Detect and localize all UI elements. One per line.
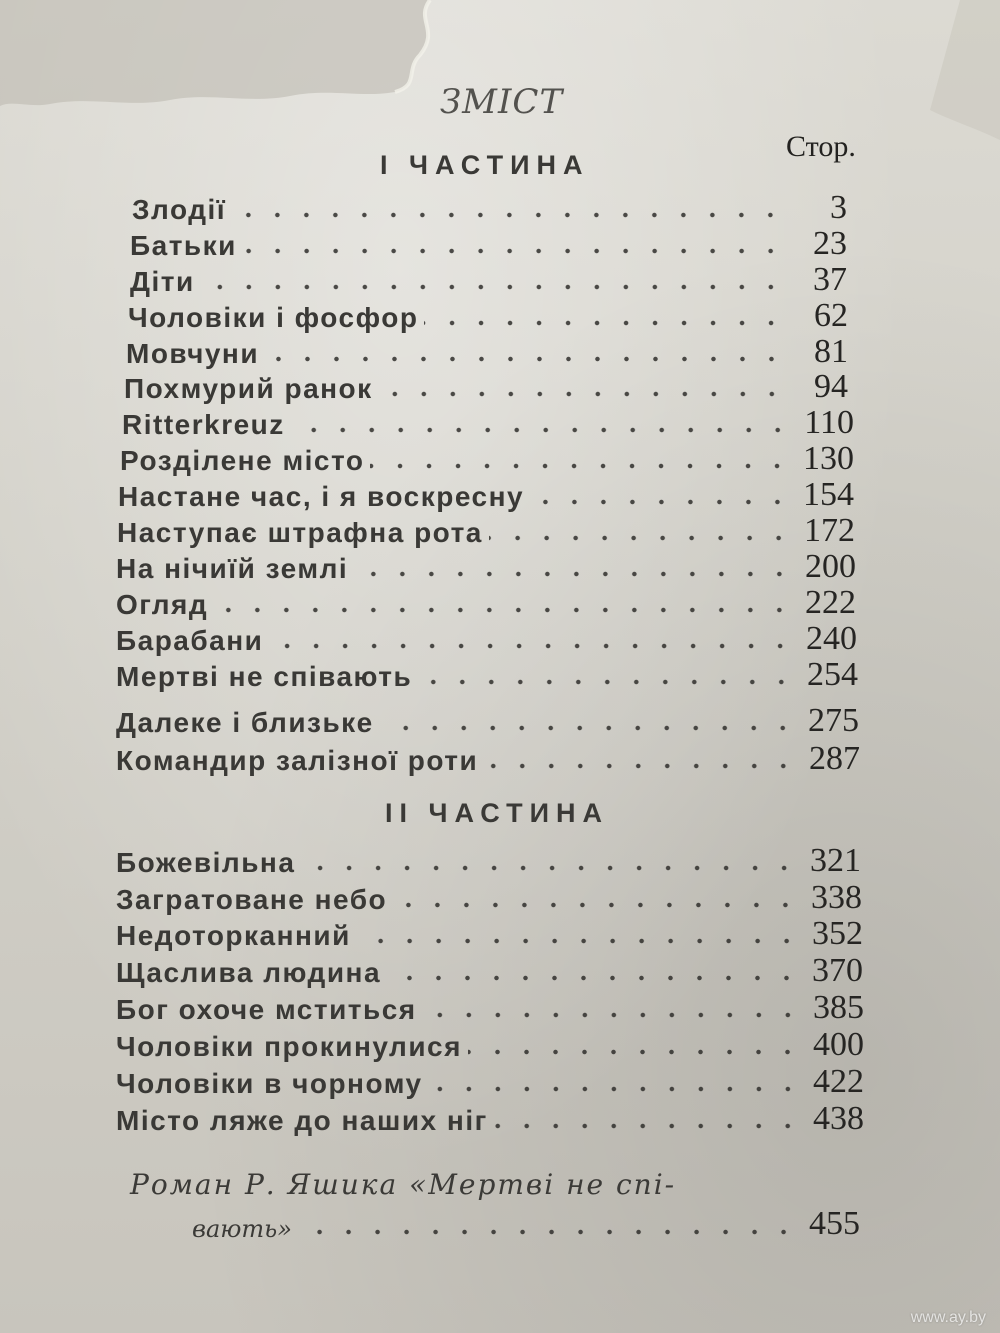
- toc-entry-page: 62: [814, 297, 848, 334]
- leader-dots: [387, 973, 801, 983]
- toc-entry-page: 338: [811, 879, 862, 916]
- afterword-line2: [130, 1205, 860, 1243]
- toc-entry: [126, 334, 848, 370]
- toc-entry: [116, 843, 861, 879]
- leader-dots: [357, 936, 801, 946]
- toc-entry: [116, 1027, 864, 1063]
- toc-entry-title: Далеке і близьке: [116, 707, 374, 738]
- leader-dots: [429, 1084, 802, 1094]
- toc-entry: [124, 369, 848, 405]
- toc-entry: [116, 741, 860, 777]
- leader-dots: [214, 605, 794, 615]
- toc-entry-page: 287: [809, 740, 860, 777]
- toc-entry-title: Розділене місто: [120, 445, 365, 476]
- leader-dots: [265, 354, 786, 364]
- leader-dots: [269, 641, 795, 651]
- toc-entry: [116, 657, 858, 693]
- toc-entry-title: Барабани: [116, 625, 264, 656]
- toc-entry-title: Загратоване небо: [116, 884, 388, 915]
- toc-entry: [130, 262, 847, 298]
- afterword-entry: [130, 1168, 870, 1243]
- leader-dots: [300, 1227, 798, 1237]
- toc-entry-title: Мовчуни: [126, 338, 260, 369]
- toc-entry: [116, 549, 856, 585]
- toc-entry-page: 130: [803, 440, 854, 477]
- part-1-heading: І ЧАСТИНА: [380, 150, 590, 180]
- page-column-label: Стор.: [786, 130, 856, 163]
- toc-entry-title: Діти: [130, 266, 195, 297]
- toc-entry-page: 154: [803, 476, 854, 513]
- toc-entry-page: 275: [808, 702, 859, 739]
- toc-entry-title: Чоловіки в чорному: [116, 1068, 423, 1099]
- leader-dots: [530, 497, 792, 507]
- leader-dots: [423, 1010, 802, 1020]
- toc-entry-page: 110: [804, 404, 854, 441]
- afterword-title-line2: вають»: [192, 1215, 292, 1243]
- leader-dots: [379, 389, 786, 399]
- toc-entry-title: Настане час, і я воскресну: [118, 481, 525, 512]
- toc-entry-page: 385: [813, 989, 864, 1026]
- toc-entry-page: 321: [810, 842, 861, 879]
- toc-entry-page: 438: [813, 1100, 864, 1137]
- toc-entry-page: 23: [813, 225, 847, 262]
- toc-entry-title: Злодії: [132, 194, 227, 225]
- toc-entry-page: 37: [813, 261, 847, 298]
- toc-entry: [130, 226, 847, 262]
- toc-entry-title: Наступає штрафна рота: [117, 517, 483, 548]
- leader-dots: [489, 533, 793, 543]
- toc-entry-title: Бог охоче мститься: [116, 994, 417, 1025]
- toc-entry: [116, 916, 863, 952]
- toc-entry-page: 422: [813, 1063, 864, 1100]
- toc-entry: [128, 298, 848, 334]
- toc-entry-title: Щаслива людина: [116, 957, 382, 988]
- toc-entry-title: На нічиїй землі: [116, 553, 349, 584]
- toc-entry-page: 94: [814, 368, 848, 405]
- toc-entry: [116, 585, 856, 621]
- toc-entry-page: 3: [830, 189, 847, 226]
- leader-dots: [370, 461, 792, 471]
- toc-entry: [116, 621, 857, 657]
- toc-entry: [116, 990, 864, 1026]
- toc-entry: [116, 1064, 864, 1100]
- toc-entry-title: Місто ляже до наших ніг: [116, 1105, 488, 1136]
- toc-entry: [116, 703, 859, 739]
- leader-dots: [243, 246, 785, 256]
- toc-entry-title: Огляд: [116, 589, 209, 620]
- leader-dots: [301, 863, 799, 873]
- toc-entry-page: 400: [813, 1026, 864, 1063]
- leader-dots: [291, 425, 792, 435]
- toc-entry-page: 240: [806, 620, 857, 657]
- afterword-page: 455: [809, 1205, 860, 1242]
- toc-entry-title: Мертві не співають: [116, 661, 413, 692]
- toc-entry: [116, 880, 862, 916]
- toc-entry-page: 352: [812, 915, 863, 952]
- toc-entry: [118, 477, 854, 513]
- part-2-heading: ІІ ЧАСТИНА: [385, 798, 610, 828]
- toc-entry-title: Командир залізної роти: [116, 745, 479, 776]
- site-watermark: www.ay.by: [910, 1309, 986, 1326]
- toc-entry: [117, 513, 855, 549]
- leader-dots: [494, 1121, 802, 1131]
- toc-entry: [122, 405, 854, 441]
- toc-entry-page: 222: [805, 584, 856, 621]
- toc-entry: [116, 1101, 864, 1137]
- toc-entry-page: 200: [805, 548, 856, 585]
- toc-entry-title: Чоловіки прокинулися: [116, 1031, 462, 1062]
- leader-dots: [201, 282, 785, 292]
- toc-entry-page: 172: [804, 512, 855, 549]
- leader-dots: [380, 723, 797, 733]
- toc-entry-title: Божевільна: [116, 847, 296, 878]
- toc-entry: [116, 953, 863, 989]
- toc-entry-page: 254: [807, 656, 858, 693]
- leader-dots: [232, 210, 785, 220]
- toc-entry: [132, 190, 847, 226]
- page-title: ЗМІСТ: [440, 82, 564, 122]
- toc-entry-title: Похмурий ранок: [124, 373, 373, 404]
- leader-dots: [424, 318, 786, 328]
- leader-dots: [354, 569, 794, 579]
- toc-entry-title: Ritterkreuz: [122, 409, 285, 440]
- toc-entry-title: Батьки: [130, 230, 237, 261]
- afterword-title-line1: Роман Р. Яшика «Мертві не спі-: [130, 1168, 677, 1201]
- toc-entry-page: 81: [814, 333, 848, 370]
- leader-dots: [468, 1047, 802, 1057]
- toc-entry-title: Чоловіки і фосфор: [128, 302, 419, 333]
- toc-entry: [120, 441, 854, 477]
- leader-dots: [484, 761, 798, 771]
- leader-dots: [418, 677, 796, 687]
- toc-entry-title: Недоторканний: [116, 920, 351, 951]
- leader-dots: [393, 900, 800, 910]
- toc-entry-page: 370: [812, 952, 863, 989]
